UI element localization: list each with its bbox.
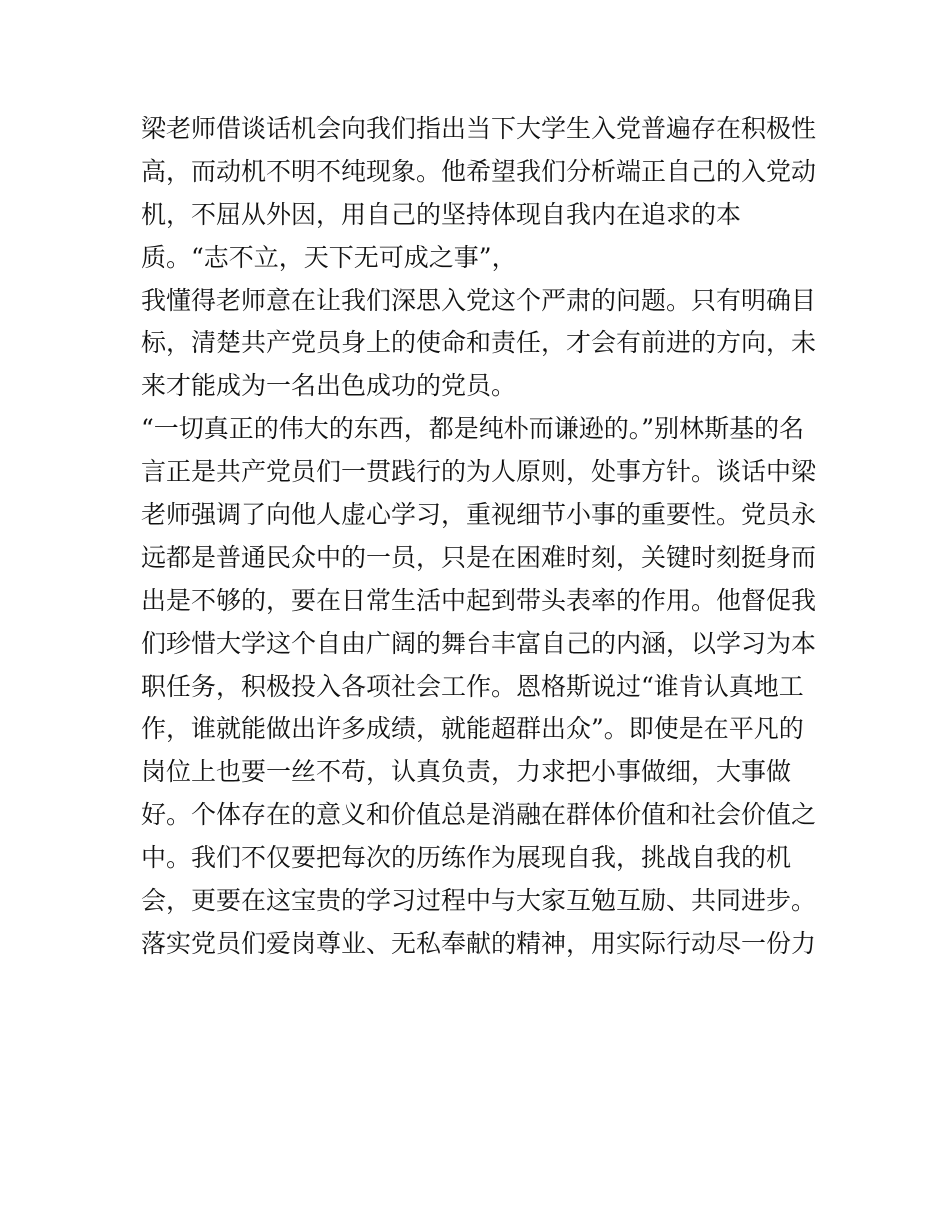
text-line: 机，不屈从外因，用自己的坚持体现自我内在追求的本 [141, 199, 742, 229]
body-text [141, 108, 821, 966]
text-line: 岗位上也要一丝不苟，认真负责，力求把小事做细，大事做 [141, 757, 792, 787]
text-line: 们珍惜大学这个自由广阔的舞台丰富自己的内涵，以学习为本 [141, 628, 817, 658]
text-line: 质。“志不立，天下无可成之事”， [141, 242, 517, 272]
text-line: 中。我们不仅要把每次的历练作为展现自我，挑战自我的机 [141, 843, 792, 873]
text-line: 出是不够的，要在日常生活中起到带头表率的作用。他督促我 [141, 585, 817, 615]
text-line: 老师强调了向他人虚心学习，重视细节小事的重要性。党员永 [141, 500, 817, 530]
text-line: 职任务，积极投入各项社会工作。恩格斯说过“谁肯认真地工 [141, 671, 804, 701]
text-line: 标，清楚共产党员身上的使命和责任，才会有前进的方向，未 [141, 328, 817, 358]
text-line: 言正是共产党员们一贯践行的为人原则，处事方针。谈话中梁 [141, 457, 817, 487]
text-line: 落实党员们爱岗尊业、无私奉献的精神，用实际行动尽一份力 [141, 928, 817, 958]
text-line: 我懂得老师意在让我们深思入党这个严肃的问题。只有明确目 [141, 285, 817, 315]
text-line: 作，谁就能做出许多成绩，就能超群出众”。即使是在平凡的 [141, 714, 804, 744]
text-line: 远都是普通民众中的一员，只是在困难时刻，关键时刻挺身而 [141, 542, 817, 572]
text-line: 会，更要在这宝贵的学习过程中与大家互勉互励、共同进步。 [141, 886, 817, 916]
text-line: 好。个体存在的意义和价值总是消融在群体价值和社会价值之 [141, 800, 817, 830]
text-line: “一切真正的伟大的东西，都是纯朴而谦逊的。”别林斯基的名 [141, 414, 805, 444]
text-line: 梁老师借谈话机会向我们指出当下大学生入党普遍存在积极性 [141, 114, 817, 143]
text-line: 来才能成为一名出色成功的党员。 [141, 371, 517, 401]
text-line: 高，而动机不明不纯现象。他希望我们分析端正自己的入党动 [141, 156, 817, 186]
